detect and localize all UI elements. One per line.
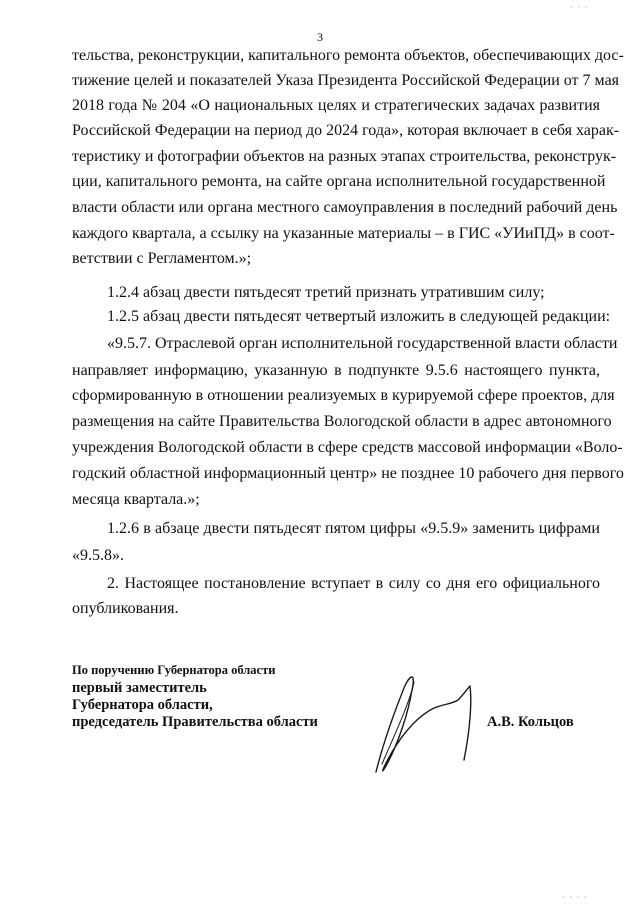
body-line: теристику и фотографии объектов на разных этапах строительства, реконструк- — [72, 148, 617, 165]
scan-mark: · · · · — [562, 892, 588, 902]
signer-name: А.В. Кольцов — [487, 714, 574, 730]
body-line: ции, капитального ремонта, на сайте органа исполнительной государственной — [72, 173, 606, 190]
body-line: размещения на сайте Правительства Вологодской области в адрес автономного — [72, 413, 612, 430]
body-line: учреждения Вологодской области в сфере средств массовой информации «Воло- — [72, 439, 623, 456]
signature-title-line: председатель Правительства области — [72, 714, 318, 730]
body-line: «9.5.8». — [72, 547, 124, 564]
signature-title-line: По поручению Губернатора области — [72, 663, 276, 677]
body-line: ветствии с Регламентом.»; — [72, 250, 252, 267]
body-line: направляет информацию, указанную в подпункте 9.5.6 настоящего пункта, — [72, 362, 600, 379]
body-line: тельства, реконструкции, капитального ремонта объектов, обеспечивающих дос- — [72, 47, 624, 64]
handwritten-signature — [352, 662, 492, 782]
body-line: 1.2.4 абзац двести пятьдесят третий признать утратившим силу; — [107, 284, 545, 301]
body-line: каждого квартала, а ссылку на указанные материалы – в ГИС «УИиПД» в соот- — [72, 225, 615, 242]
body-line: «9.5.7. Отраслевой орган исполнительной государственной власти области — [107, 335, 618, 352]
body-line: 2018 года № 204 «О национальных целях и стратегических задачах развития — [72, 97, 600, 114]
body-line: тижение целей и показателей Указа Президента Российской Федерации от 7 мая — [72, 72, 620, 89]
body-line: 1.2.6 в абзаце двести пятьдесят пятом цифры «9.5.9» заменить цифрами — [107, 520, 600, 537]
body-line: 1.2.5 абзац двести пятьдесят четвертый изложить в следующей редакции: — [107, 308, 611, 325]
body-line: власти области или органа местного самоуправления в последний рабочий день — [72, 199, 618, 216]
body-line: сформированную в отношении реализуемых в курируемой сфере проектов, для — [72, 387, 615, 404]
body-line: 2. Настоящее постановление вступает в силу со дня его официального — [107, 575, 600, 592]
body-line: Российской Федерации на период до 2024 года», которая включает в себя харак- — [72, 122, 620, 139]
body-line: годский областной информационный центр» не позднее 10 рабочего дня первого — [72, 465, 624, 482]
signature-title-line: Губернатора области, — [72, 697, 213, 713]
signature-title-line: первый заместитель — [72, 680, 207, 696]
body-line: опубликования. — [72, 600, 179, 617]
scan-mark: · · · — [570, 2, 589, 12]
page-number: 3 — [317, 30, 323, 44]
body-line: месяца квартала.»; — [72, 491, 200, 508]
